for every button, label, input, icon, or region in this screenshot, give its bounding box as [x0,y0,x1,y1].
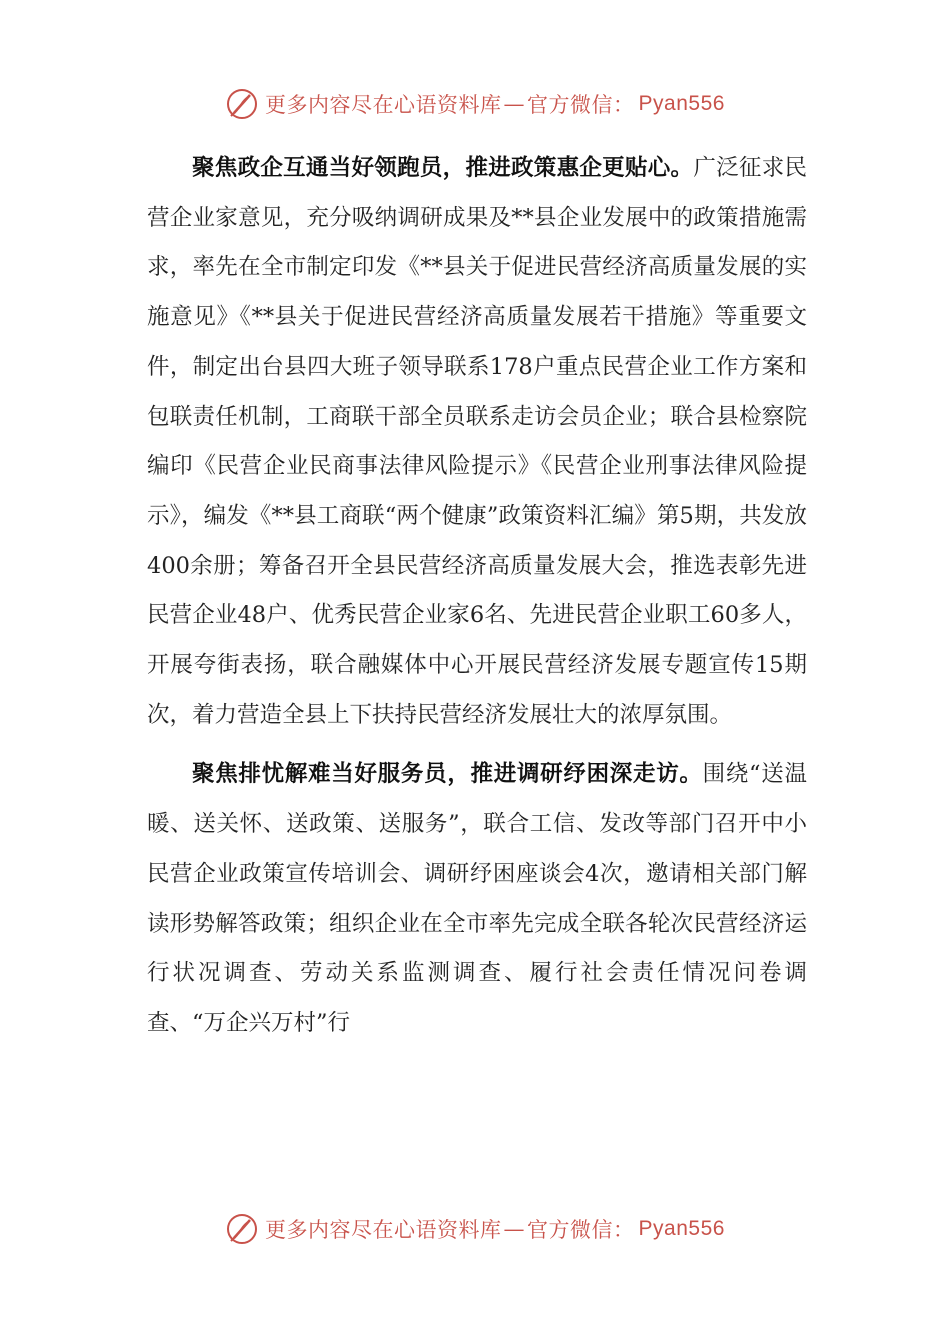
header-site-name: 更多内容尽在心语资料库 [265,93,502,117]
footer-wechat-label: 官方微信： [527,1218,635,1242]
paragraph-heading: 聚焦政企互通当好领跑员，推进政策惠企更贴心。 [192,155,694,181]
paragraph-heading: 聚焦排忧解难当好服务员，推进调研纾困深走访。 [192,761,703,788]
document-body [147,144,807,1049]
footer-wechat-id: Pyan556 [638,1217,725,1240]
footer-site-name: 更多内容尽在心语资料库 [265,1218,502,1242]
paragraph-service [147,750,807,1048]
paragraph-policy [147,144,807,740]
quill-logo-icon [225,1212,259,1246]
paragraph-text: 围绕“送温暖、送关怀、送政策、送服务”，联合工信、发改等部门召开中小民营企业政策宣传培训会、调研纾困座谈会4次，邀请相关部门解读形势解答政策；组织企业在全市率先完成全联各轮次民营经济运行状况调查、劳动关系监测调查、履行社会责任情况问卷调查、“万企兴万村”行 [147,761,807,1036]
header-separator: — [503,92,526,116]
header-watermark [0,84,950,124]
footer-separator: — [503,1217,526,1241]
header-wechat-id: Pyan556 [638,92,725,115]
footer-watermark [0,1209,950,1249]
paragraph-text: 广泛征求民营企业家意见，充分吸纳调研成果及**县企业发展中的政策措施需求，率先在全市制定印发《**县关于促进民营经济高质量发展的实施意见》《**县关于促进民营经济高质量发展若干措施》等重要文件，制定出台县四大班子领导联系178户重点民营企业工作方案和包联责任机制，工商联干部全员联系走访会员企业；联合县检察院编印《民营企业民商事法律风险提示》《民营企业刑事法律风险提示》，编发《**县工商联“两个健康”政策资料汇编》第5期，共发放400余册；筹备召开全县民营经济高质量发展大会，推选表彰先进民营企业48户、优秀民营企业家6名、先进民营企业职工60多人，开展夸街表扬，联合融媒体中心开展民营经济发展专题宣传15期次，着力营造全县上下扶持民营经济发展壮大的浓厚氛围。 [147,155,807,728]
header-wechat-label: 官方微信： [527,93,635,117]
quill-logo-icon [225,87,259,121]
